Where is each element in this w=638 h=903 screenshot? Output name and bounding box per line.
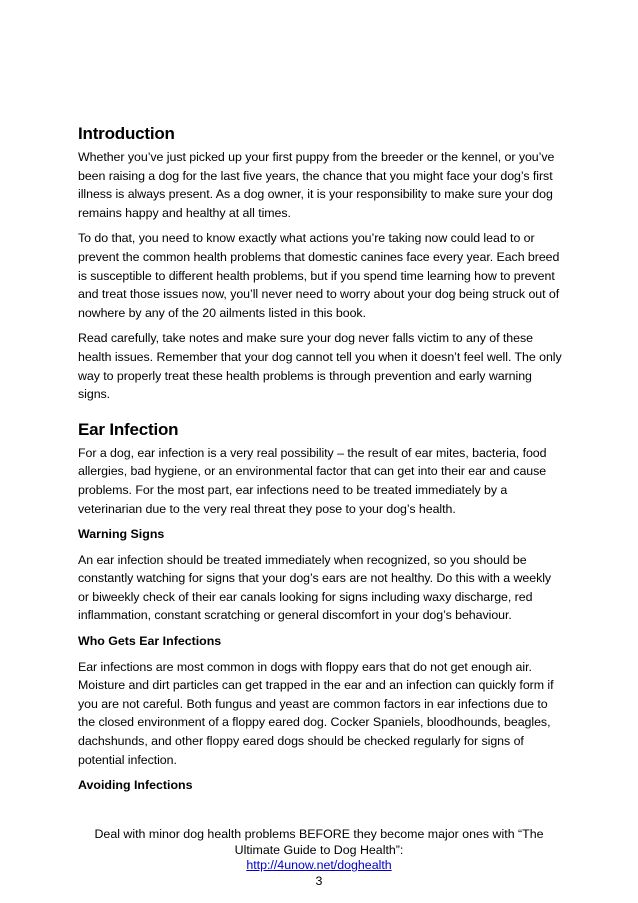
intro-paragraph-1: Whether you’ve just picked up your first puppy from the breeder or the kennel, or you’ve been raising a dog for the last five years, the chance that you might face your dog’s first illness is always present. As a dog owner, it is your responsibility to make sure your dog remains happy and healthy at all times. — [78, 150, 555, 220]
page-content — [78, 124, 564, 802]
intro-paragraph-3: Read carefully, take notes and make sure your dog never falls victim to any of these health issues. Remember that your dog cannot tell you when it doesn’t feel well. The only way to properly treat these health problems is through prevention and early warning signs. — [78, 331, 562, 402]
introduction-heading: Introduction — [78, 124, 175, 143]
footer-line-2: Ultimate Guide to Dog Health”: — [234, 842, 404, 857]
who-gets-ear-infections-heading: Who Gets Ear Infections — [78, 634, 222, 649]
warning-signs-heading: Warning Signs — [78, 527, 165, 542]
ear-infection-heading: Ear Infection — [78, 419, 179, 439]
who-gets-ear-infections-text: Ear infections are most common in dogs with floppy ears that do not get enough air. Moisture and dirt particles can get trapped in the ear and an infection can quickly form if you are not careful. Both fungus and yeast are common factors in ear infections due to the closed environment of a floppy eared dog. Cocker Spaniels, bloodhounds, beagles, dachshunds, and other floppy eared dogs should be checked regularly for signs of potential infection. — [78, 659, 554, 767]
warning-signs-text: An ear infection should be treated immediately when recognized, so you should be constantly watching for signs that your dog’s ears are not healthy. Do this with a weekly or biweekly check of their ear canals looking for signs including waxy discharge, red inflammation, constant scratching or general discomfort in your dog’s behaviour. — [78, 552, 552, 623]
ear-infection-intro: For a dog, ear infection is a very real possibility – the result of ear mites, bacteria, food allergies, bad hygiene, or an environmental factor that can get into their ear and cause problems. For the most part, ear infections need to be treated immediately by a veterinarian due to the very real threat they pose to your dog’s health. — [78, 445, 547, 516]
avoiding-infections-heading: Avoiding Infections — [78, 778, 193, 793]
page-footer — [60, 827, 578, 889]
footer-line-1: Deal with minor dog health problems BEFORE they become major ones with “The — [94, 827, 544, 841]
intro-paragraph-2: To do that, you need to know exactly what actions you’re taking now could lead to or prevent the common health problems that domestic canines face every year. Each breed is susceptible to different health problems, but if you spend time learning how to prevent and treat those issues now, you’ll never need to worry about your dog being struck out of nowhere by any of the 20 ailments listed in this book. — [78, 231, 560, 320]
page-number: 3 — [315, 873, 323, 888]
footer-link[interactable]: http://4unow.net/doghealth — [246, 858, 392, 872]
